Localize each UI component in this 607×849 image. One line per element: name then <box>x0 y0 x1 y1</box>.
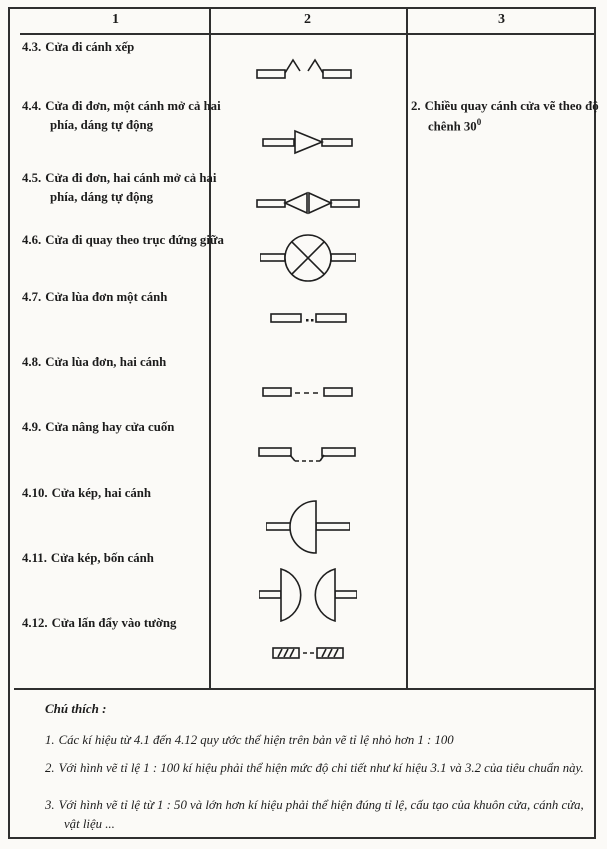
column-header-1: 1 <box>112 12 119 27</box>
item-label: Cửa đi cánh xếp <box>45 40 135 54</box>
item-label: Cửa đi quay theo trục đứng giữa <box>45 233 224 247</box>
single-leaf-double-action-door-symbol <box>262 129 354 155</box>
double-door-four-leaves-symbol <box>259 566 357 624</box>
table-row <box>22 614 242 633</box>
rotation-note <box>411 97 607 137</box>
note-number: 2. <box>411 99 421 113</box>
table-row <box>22 97 242 135</box>
footnote-number: 3. <box>45 798 55 812</box>
single-sliding-door-symbol <box>270 310 348 326</box>
item-number: 4.10. <box>22 486 48 500</box>
table-row <box>22 418 242 437</box>
item-number: 4.5. <box>22 171 42 185</box>
item-label: Cửa kép, hai cánh <box>51 486 152 500</box>
item-label: Cửa nâng hay cửa cuốn <box>45 420 175 434</box>
notes-title: Chú thích : <box>45 701 107 716</box>
revolving-door-symbol <box>260 232 356 284</box>
item-number: 4.7. <box>22 290 42 304</box>
lifting-or-rolling-door-symbol <box>258 446 356 468</box>
item-number: 4.9. <box>22 420 42 434</box>
column-header-3: 3 <box>498 12 505 27</box>
item-label: Cửa lấn đẩy vào tường <box>51 616 177 630</box>
table-row <box>22 288 242 307</box>
footnote-text: Với hình vẽ tỉ lệ 1 : 100 kí hiệu phải thể hiện mức độ chi tiết như kí hiệu 3.1 và 3.2 của tiêu chuẩn này. <box>58 761 584 775</box>
pocket-sliding-door-symbol <box>272 646 344 660</box>
degree-superscript: 0 <box>476 117 482 128</box>
footnote-number: 1. <box>45 733 55 747</box>
table-row <box>22 231 242 250</box>
item-label: Cửa lùa đơn, hai cánh <box>45 355 167 369</box>
footnote-number: 2. <box>45 761 55 775</box>
double-sliding-door-symbol <box>262 384 354 400</box>
column-divider-2 <box>406 9 408 688</box>
item-number: 4.11. <box>22 551 47 565</box>
table-row <box>22 38 242 57</box>
footnote-text: Với hình vẽ tỉ lệ từ 1 : 50 và lớn hơn kí hiệu phải thể hiện đúng tỉ lệ, cấu tạo của khuôn cửa, cánh cửa, vật liệu ... <box>58 798 584 832</box>
item-label: Cửa đi đơn, một cánh mở cả hai phía, dáng tự động <box>45 99 221 133</box>
footnote-text: Các kí hiệu từ 4.1 đến 4.12 quy ước thể hiện trên bản vẽ tỉ lệ nhỏ hơn 1 : 100 <box>58 733 454 747</box>
double-door-two-leaves-symbol <box>266 498 350 556</box>
table-row <box>22 484 242 503</box>
header-underline <box>20 33 594 35</box>
note-text: Chiều quay cánh cửa vẽ theo độ chênh 30 <box>424 99 599 134</box>
item-number: 4.12. <box>22 616 48 630</box>
table-row <box>22 549 242 568</box>
footnote <box>45 796 596 834</box>
folding-door-symbol <box>256 54 352 82</box>
item-number: 4.3. <box>22 40 42 54</box>
double-leaf-double-action-door-symbol <box>256 190 360 216</box>
table-row <box>22 353 242 372</box>
table-row <box>22 169 242 207</box>
item-number: 4.6. <box>22 233 42 247</box>
item-label: Cửa đi đơn, hai cánh mở cả hai phía, dáng tự động <box>45 171 217 205</box>
table-bottom-rule <box>14 688 596 690</box>
footnote <box>45 759 596 778</box>
item-label: Cửa lùa đơn một cánh <box>45 290 168 304</box>
footnote <box>45 731 596 750</box>
column-header-2: 2 <box>304 12 311 27</box>
item-label: Cửa kép, bốn cánh <box>50 551 154 565</box>
item-number: 4.4. <box>22 99 42 113</box>
item-number: 4.8. <box>22 355 42 369</box>
